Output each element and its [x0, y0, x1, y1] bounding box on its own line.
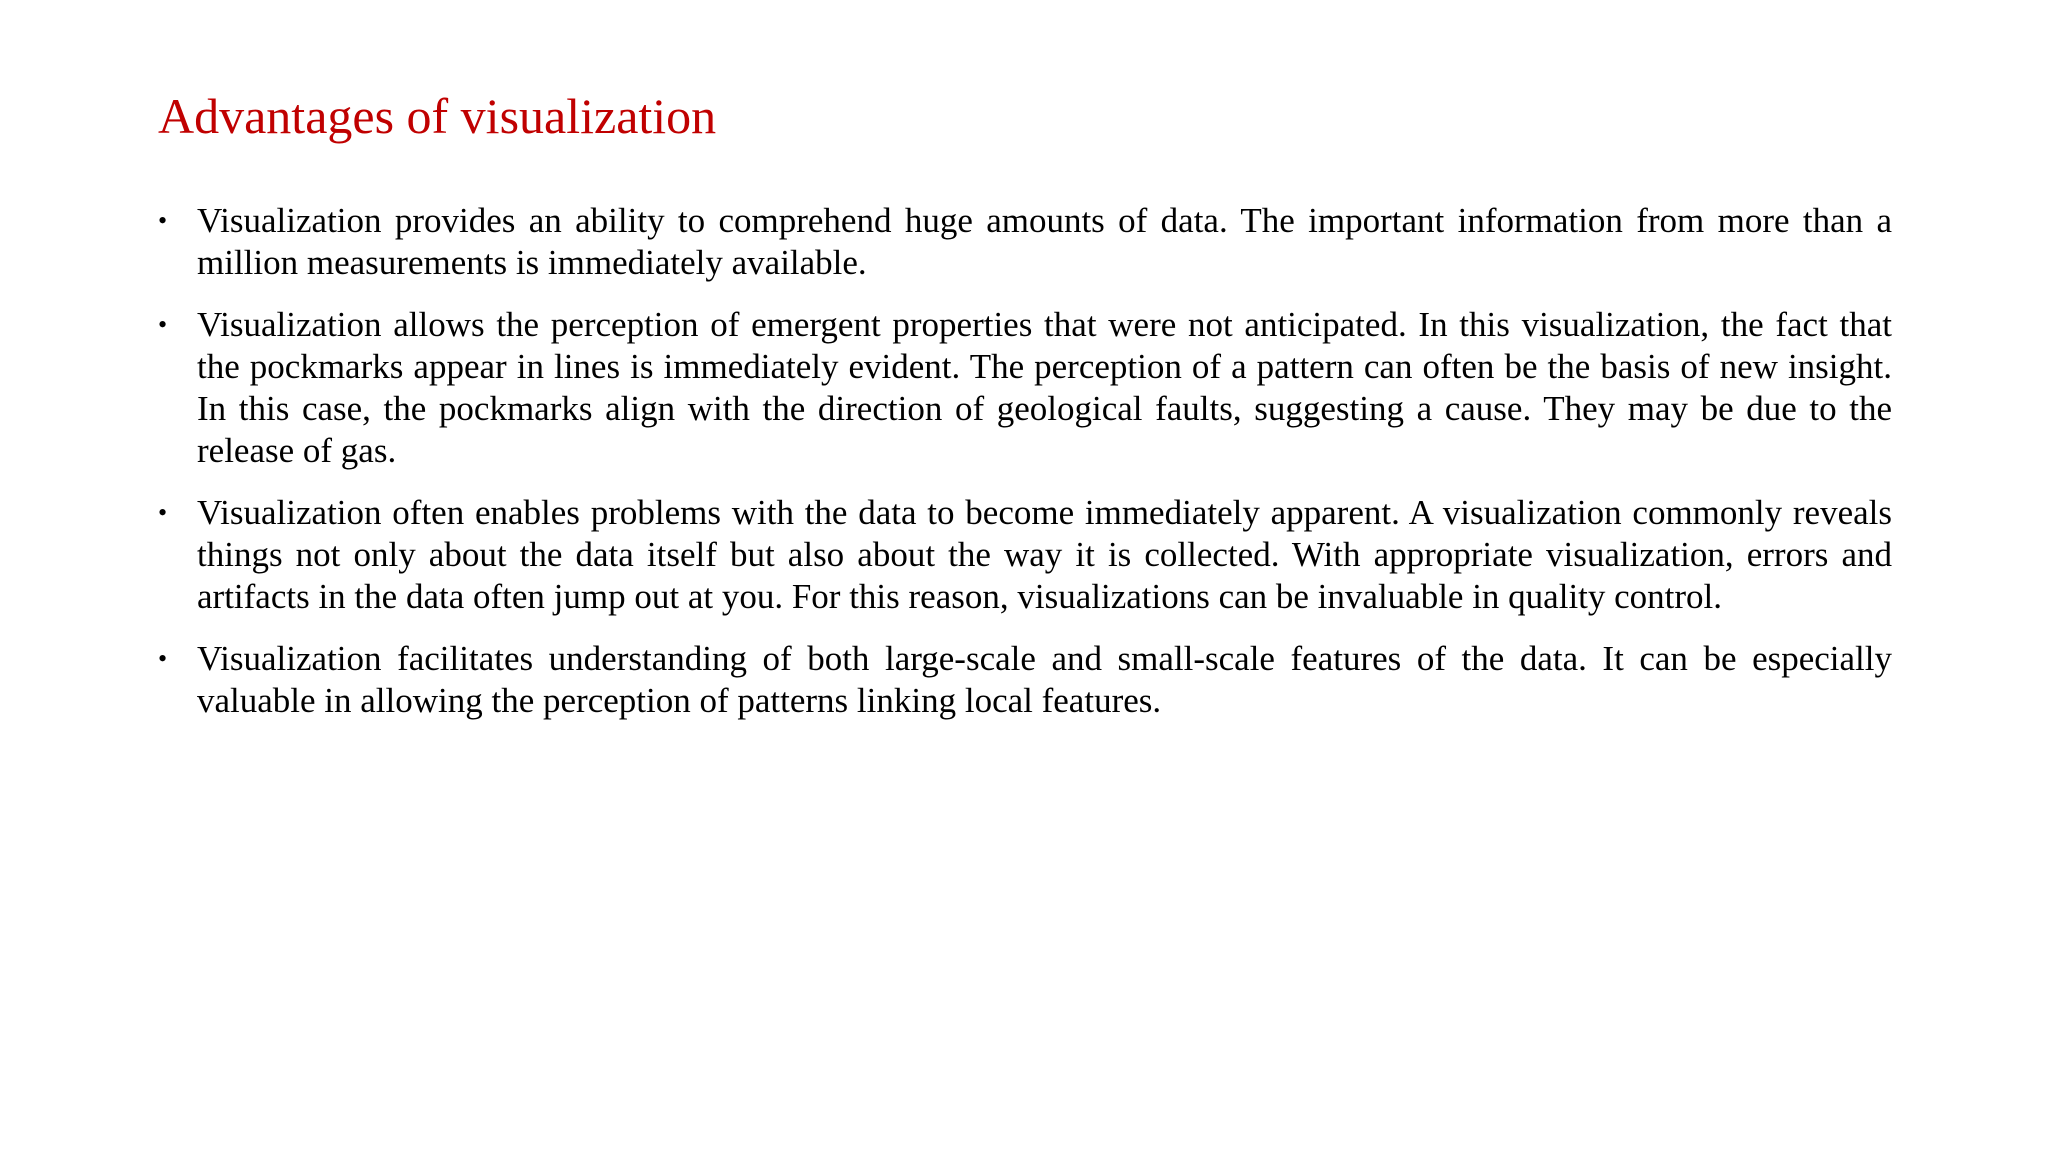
bullet-item-comprehend-data [150, 200, 1892, 284]
bullet-item-emergent-properties [150, 304, 1892, 472]
bullet-item-data-problems [150, 492, 1892, 618]
bullet-list [150, 200, 1892, 742]
bullet-text: Visualization facilitates understanding of both large-scale and small-scale features of the data. It can be especially valuable in allowing the perception of patterns linking local features. [197, 639, 1892, 720]
bullet-icon: • [158, 310, 168, 339]
bullet-icon: • [158, 206, 168, 235]
bullet-text: Visualization provides an ability to comprehend huge amounts of data. The important information from more than a million measurements is immediately available. [197, 201, 1892, 282]
bullet-icon: • [158, 498, 168, 527]
bullet-item-scale-features [150, 638, 1892, 722]
bullet-icon: • [158, 644, 168, 673]
bullet-text: Visualization allows the perception of emergent properties that were not anticipated. In this visualization, the fact that the pockmarks appear in lines is immediately evident. The perception of a pattern can often be the basis of new insight. In this case, the pockmarks align with the direction of geological faults, suggesting a cause. They may be due to the release of gas. [197, 305, 1892, 470]
bullet-text: Visualization often enables problems with the data to become immediately apparent. A visualization commonly reveals things not only about the data itself but also about the way it is collected. With appropriate visualization, errors and artifacts in the data often jump out at you. For this reason, visualizations can be invaluable in quality control. [197, 493, 1892, 616]
slide-title: Advantages of visualization [158, 88, 717, 144]
